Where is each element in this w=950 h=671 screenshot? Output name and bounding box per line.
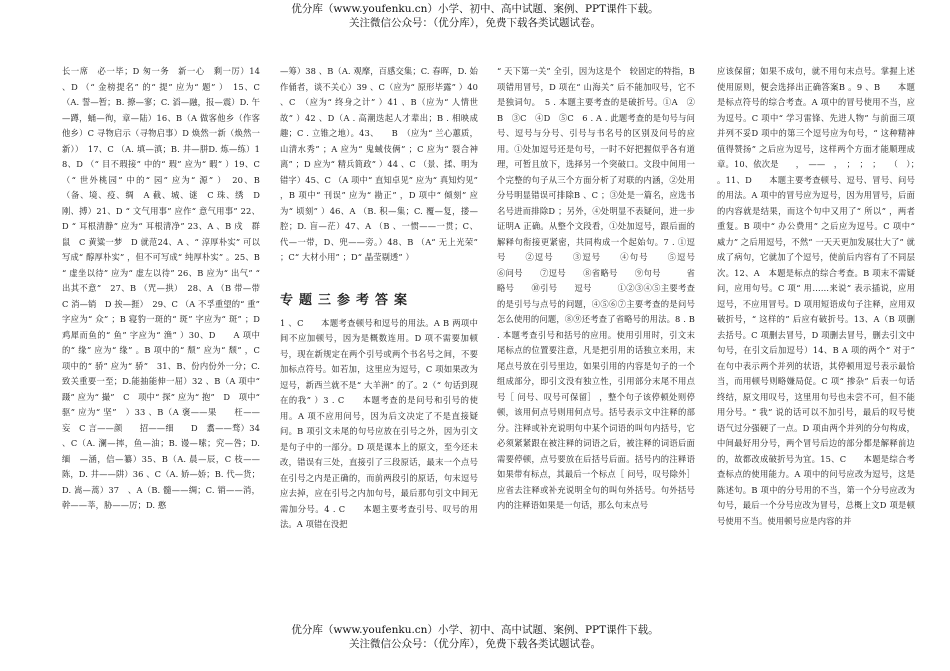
column-2-text-bottom: 1 、C 本题考查顿号和逗号的用法。A B 两项中间不应加顿号，因为是概数连用。D 项不需要加顿号，现在新规定在两个引号或两个书名号之间，不要加标点符号。如若加，这里应为逗号，C 项如果改为逗号，新西兰就不是“ 大羊洲” 的了。2（“ 句话到现在的我” ）3 . C 本题考查的是问号和引号的使用。A 项不应用问号，因为后文决定了不是直接疑问。B 项引文未尾的句号应放在引号之外，因为引文是句子中的一部分。D 项是课本上的原文，至今还未改，错误有三处，直接引了三段原话，最末一个点号在引号之内是正确的，而前两段引的原话，句末逗号应去掉，应在引号之内加句号，最后那句引文中间无需加分号。4 . C 本题主要考查引号、叹号的用法。A 项错在没把 [280, 317, 478, 529]
page-footer [0, 623, 950, 651]
column-2-text-top: —筹）38 、B（A. 观摩，百感交集；C. 春晖，D. 始作俑者，谈不关心）39 、C（应为“ 原形毕露” ）40 、C （应为“ 终身之计” ）41 、B（应为“ 人情世故” ）42 、D（A . 高潮迭起人才辈出；B . 相映成趣；C . 立锥之地）。43、 B （应为“ 兰心蕙质，山清水秀” ；A 应为“ 鬼蜮伎俩” ；C 应为“ 裂合神离” ；D 应为“ 精兵简政” ）44 、C （景、揉、明为错字）45、C （A 项中“ 直知卓见” 应为“ 真知灼见” ，B 项中“ 刊误” 应为“ 勘正” ，D 项中“ 倾刻” 应为“ 顷刻” ）46、A （B. 积—集；C. 覆—复，搂—腔；D. 盲—茫）47、A （B 、一惯——一贯；C、代—一带，D、兜——旁。）48、B （A“ 无上光荣” ；C“ 大材小用” ；D“ 晶莹剔透” ） [280, 66, 487, 262]
page-header [0, 2, 950, 30]
header-line-2: 关注微信公众号：（优分库），免费下载各类试题试卷。 [349, 17, 601, 29]
column-1-text: 长一席 必一毕；D 匆一务 新一心 剩一厉）14 、D （“ 金榜提名” 的“ 提” 应为“ 题” ） 15、C （A. 誓—暂；B. 撩—寥；C. 滔—融，报—震）D. 午—蹲，蛹—徇，章—陆）16、B（A 做客他乡（作客他乡）C 寻物启示（寻物启事）D 焕然一新（焕然一新）） 17、C （A. 填—滇；B. 井—胼D. 炼—练）18、D （“ 目不瑕接” 中的“ 瑕” 应为“ 暇” ）19、C （“ 世外桃园” 中的“ 园” 应为“ 源” ） 20、B （备、境、疫、绸 A 截、城、谜 C 珠、绣 D 刚、搏）21、D “ 文气用事” 应作“ 意气用事” 22、D “ 耳根清静” 应为“ 耳根清净” 23、A 、B 戍 群鼠 C 黄粱一梦 D 就范24、A 、“ 淳厚朴实” 可以写成“ 醇厚朴实” ，但不可写成“ 纯厚朴实” 。25、B “ 虚坐以待” 应为“ 虚左以待” 26、B 应为“ 出气” “ 出其不意” 27、B （咒—拱） 28、A （B 带—带 C 消—销 D 挨—捱） 29、C （A 不孚重望的“ 重” 字应为“ 众” ；B 寝豹一斑的“ 斑” 字应为“ 斑” ；D 鸡犀而鱼的“ 鱼” 字应为“ 渔” ）30、D A 项中的“ 缘” 应为“ 缘” 。B 项中的“ 颓” 应为“ 颓” ，C 项中的“ 骄” 应为“ 骄” 31、B、份内份外一分；C.致关重要一至；D.能抽能伸一屈）32 、B（A 项中“ 蹑” 应为“ 撮” C 项中“ 探” 应为“ 抱” D 项中“ 驱” 应为“ 坚” ）33 、B（A 褒——果 枉——妄 C 言——颜 招——细 D 翥——骛）34 、C（A. 澜—摔，鱼—油；B. 谩—嗦；究—咎；D. 缅 —涵，信—纂）35、B（A. 晨—辰，C 枝——陈，D. 井——阱）36 、C（A. 娇—娇；B. 代—货；D. 嵩—蒿）37 、A（B. 髓——绸；C. 销——消，幹——莘，胁——厉；D. 憨 [62, 66, 277, 510]
column-3-text: “ 天下第一关” 全引，因为这是个 较固定的特指，B 项错用冒号，D 项在“ 山海关” 后不能加叹号，它不是独词句。 5 . 本题主要考查的是破折号。①A ②B ③C ④D ⑤C 6 . A . 此题考查的是句号与问号、逗号与分号、引号与书名号的区别及问号的应用。①处加逗号还是句号，一时不好把握似乎各有道理，可暂且放下，选择另一个突破口。文段中间用一个完整的句子从三个方面分析了对联的内涵，②处用分号明显错误可排除B 、C ；③处是一篇名，应选书名号进而排除D ；另外，④处明显不表疑问，进一步证明A 正确。从整个文段看，①处加逗号，跟后面的解释句衔接更紧密，共同构成一个起始句。7 . ①逗号 ②逗号 ③逗号 ④句号 ⑤逗号 ⑥问号 ⑦逗号 ⑧省略号 ⑨句号 省略号 ⑩引号 逗号 ①②③④⑤主要考查 的是引号与点号的问题，④⑤⑥⑦主要考查的是问号怎么使用的问题，⑧⑨还考查了省略号的用法。8 . B . 本题考查引号和括号的应用。使用引用时，引文末尾标点的位置要注意，凡是把引用的话独立来用，末尾点号放在引号里边，如果引用的内容是句子的一个组成部分，即引文没有独立性，引用部分末尾不用点号［ 问号、叹号可保留］ ，整个句子该停顿处则停顿，该用何点号则用何点号。括号表示文中注释的部分。注释或补充说明句中某个词语的叫句内括号，它必须紧紧跟在被注释的词语之后，被注释的词语后面需要停顿，点号要放在后括号后面。括号内的注释语如果带有标点，其最后一个标点［ 问号，叹号除外］ 应省去注释或补充说明全句的叫句外括号。句外括号内的注释语如果是一句话，那么句末点号 [497, 66, 721, 510]
column-4 [717, 64, 932, 619]
column-1 [62, 64, 277, 619]
footer-line-1: 优分库（www.youfenku.cn）小学、初中、高中试题、案例、PPT课件下载。 [291, 624, 659, 636]
column-4-text: 应该保留；如果不成句，就不用句末点号。掌握上述使用原则，便会选择出正确答案B 。9 、B 本题是标点符号的综合考查。A 项中的冒号使用不当，应为逗号。C 项中“ 学习雷锋、先进人物” 与前面三项并列不妥D 项中的第三个逗号应为句号，“ 这种精神值得赞扬” 之后应为逗号，这样两个方面才能顺理成章。10、依次是 ， —— ， ； ； ； （ ）； 。11、D 本题主要考查顿号、逗号、冒号、问号的用法。A 项中的冒号应为逗号，因为用冒号，后面的内容就是结果，而这个句中又用了“ 所以” ，两者重复。B 项中“ 办公费用” 之后应为逗号。C 项中“ 威力” 之后用逗号，不然“ 一天天更加发展壮大了” 就成了病句，它就加了个逗号，使前后内容有了不同层次。12、A 本题是标点的综合考查。B 项末不需疑问，应用句号。C 项“ 用……来说” 表示插说，应用逗号，不应用冒号。D 项用短语成句子注释，应用双破折号，“ 这样的” 后应有破折号。13、A（B 项删去括号。C 项删去冒号，D 项删去冒号，删去引文中句号，在引文后加逗号）14、B A 项的两个“ 对于” 在句中表示两个并列的状语，其停顿用逗号表示最恰当，而用顿号则略嫌局促。C 项“ 掺杂” 后表一句话终结，原文用叹号，这里用句号也未尝不可，但不能用分号。“ 我” 说的话可以不加引号，最后的叹号使语气过分强硬了一点。D 项由两个并列的分句构成，中间最好用分号，两个冒号后边的部分都是解释前边的，故都改成破折号为宜。15、C 本题是综合考查标点的使用能力。A 项中的问号应改为逗号，这是陈述句。B 项中的分号用的不当，第一个分号应改为句号，最后一个分号应改为冒号，总概上文D 项是顿号使用不当。使用顿号应是内容的并 [717, 66, 932, 526]
header-line-1: 优分库（www.youfenku.cn）小学、初中、高中试题、案例、PPT课件下载。 [291, 3, 659, 15]
column-2 [280, 64, 487, 619]
column-3 [497, 64, 721, 619]
section-title: 专题三参考答案 [280, 292, 414, 308]
footer-line-2: 关注微信公众号：（优分库），免费下载各类试题试卷。 [349, 638, 601, 650]
